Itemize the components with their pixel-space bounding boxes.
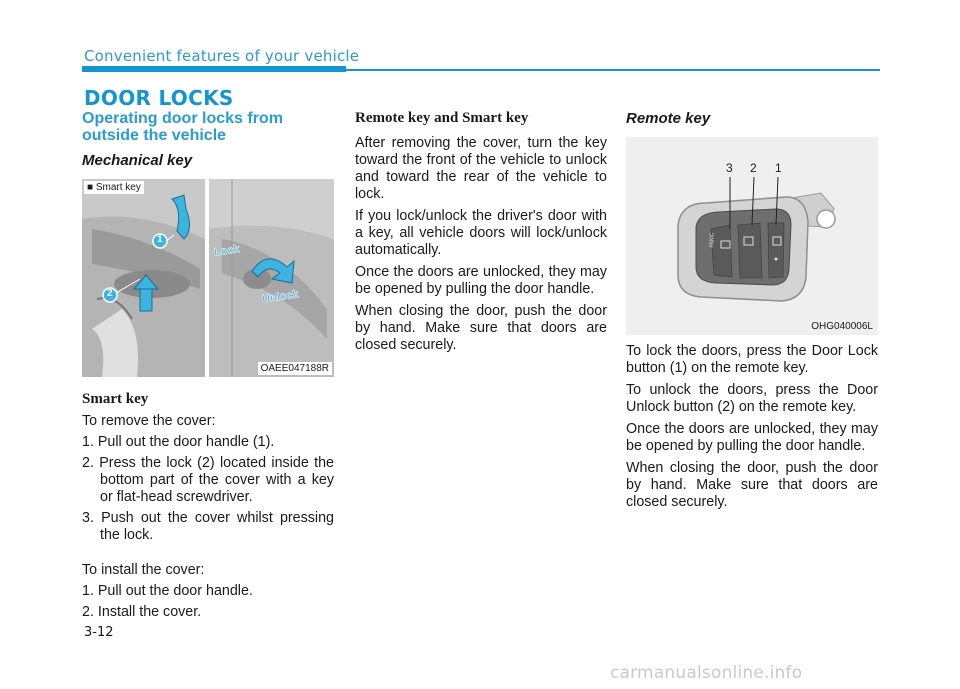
- unlock-label: Unlock: [261, 288, 300, 306]
- remote-callout-3: 3: [726, 161, 733, 175]
- paragraph-closing-right: When closing the door, push the door by hand. Make sure that doors are closed securely.: [626, 460, 878, 510]
- paragraph-closing: When closing the door, push the door by hand. Make sure that doors are closed securely.: [355, 303, 607, 353]
- section-header: Convenient features of your vehicle: [84, 47, 360, 65]
- paragraph-turn-key: After removing the cover, turn the key toward the front of the vehicle to unlock and toward the rear of the vehicle to lock.: [355, 135, 607, 202]
- remove-step-3: 3. Push out the cover whilst pressing the lock.: [82, 510, 334, 543]
- header-bar: [82, 66, 346, 72]
- mechanical-key-title: Mechanical key: [82, 152, 193, 169]
- remote-key-figure: [626, 137, 878, 335]
- remote-figure-code: OHG040006L: [811, 321, 873, 332]
- callout-2: 2: [107, 288, 113, 299]
- page-number: 3-12: [84, 625, 114, 640]
- install-cover-intro: To install the cover:: [82, 562, 205, 578]
- install-step-2: 2. Install the cover.: [82, 604, 202, 620]
- panic-label: PANIC: [709, 232, 716, 248]
- figure-code: OAEE047188R: [258, 362, 332, 375]
- column-middle: [355, 110, 607, 354]
- remote-key-title: Remote key: [626, 110, 711, 127]
- page-title: DOOR LOCKS: [84, 86, 234, 110]
- remove-cover-intro: To remove the cover:: [82, 413, 216, 429]
- remote-callout-2: 2: [750, 161, 757, 175]
- install-step-1: 1. Pull out the door handle.: [82, 583, 253, 599]
- paragraph-unlock-button: To unlock the doors, press the Door Unlock button (2) on the remote key.: [626, 382, 878, 415]
- column-left: [82, 110, 334, 621]
- paragraph-unlocked: Once the doors are unlocked, they may be opened by pulling the door handle.: [355, 264, 607, 297]
- header-divider: [346, 69, 880, 71]
- subheading-outside-operation: Operating door locks from outside the vehicle: [82, 110, 283, 144]
- figure-tag-smart-key: ■ Smart key: [84, 181, 144, 194]
- paragraph-driver-door: If you lock/unlock the driver's door with a key, all vehicle doors will lock/unlock automatically.: [355, 208, 607, 258]
- remote-smart-key-title: Remote key and Smart key: [355, 110, 529, 126]
- smart-key-title: Smart key: [82, 391, 149, 407]
- remote-callout-1: 1: [775, 161, 782, 175]
- door-handle-figure: [82, 179, 334, 377]
- callout-1: 1: [157, 234, 163, 245]
- remove-step-1: 1. Pull out the door handle (1).: [82, 434, 275, 450]
- lock-label: Lock: [213, 243, 241, 259]
- paragraph-lock-button: To lock the doors, press the Door Lock button (1) on the remote key.: [626, 343, 878, 376]
- remove-step-2: 2. Press the lock (2) located inside the bottom part of the cover with a key or flat-head screwdriver.: [82, 455, 334, 505]
- door-handle-illustration: [82, 179, 334, 377]
- column-right: [626, 110, 878, 511]
- paragraph-unlocked-right: Once the doors are unlocked, they may be opened by pulling the door handle.: [626, 421, 878, 454]
- watermark: carmanualsonline.info: [610, 663, 803, 683]
